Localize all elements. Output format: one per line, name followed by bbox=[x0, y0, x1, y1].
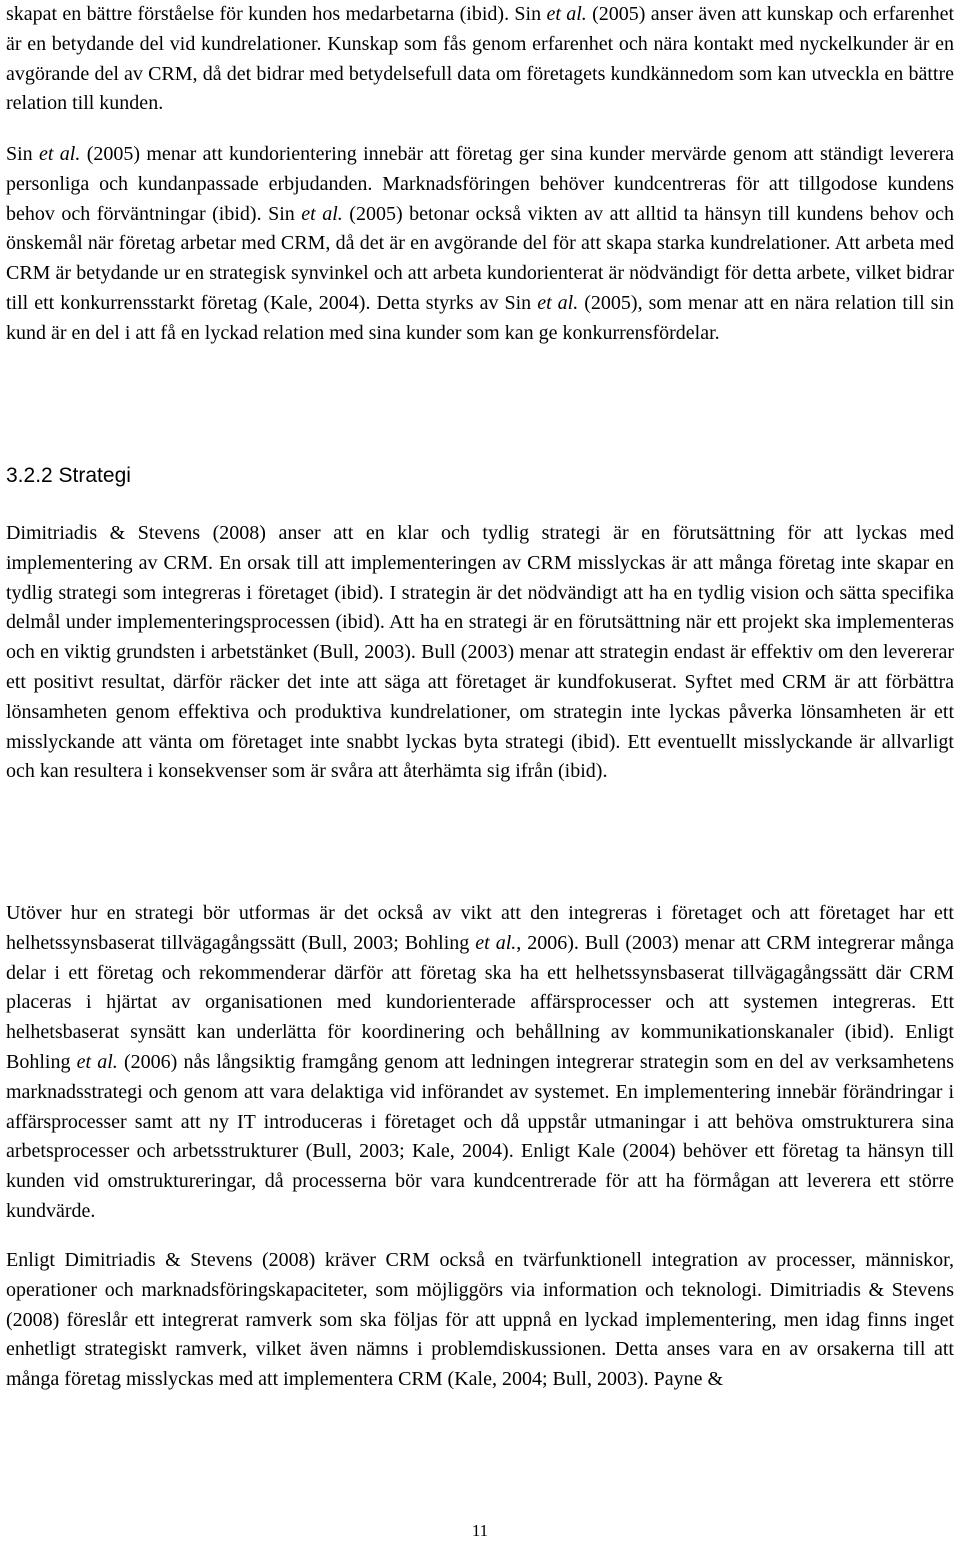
paragraph-2-text: Sin et al. (2005) menar att kundorientering innebär att företag ger sina kunder mervärde genom att ständigt leverera personliga och kundanpassade erbjudanden. Marknadsföringen behöver kundcentreras för att tillgodose kundens behov och förväntningar (ibid). Sin et al. (2005) betonar också vikten av att alltid ta hänsyn till kundens behov och önskemål när företag arbetar med CRM, då det är en avgörande del för att skapa starka kundrelationer. Att arbeta med CRM är betydande ur en strategisk synvinkel och att arbeta kundorienterat är nödvändigt för detta arbete, vilket bidrar till ett konkurrensstarkt företag (Kale, 2004). Detta styrks av Sin et al. (2005), som menar att en nära relation till sin kund är en del i att få en lyckad relation med sina kunder som kan ge konkurrensfördelar. bbox=[6, 143, 955, 344]
page-number: 11 bbox=[471, 1521, 489, 1540]
et-al-italic: et al. bbox=[39, 143, 81, 165]
paragraph-3-text: Dimitriadis & Stevens (2008) anser att en klar och tydlig strategi är en förutsättning för att lyckas med implementering av CRM. En orsak till att implementeringen av CRM misslyckas är att många företag inte skapar en tydlig strategi som integreras i företaget (ibid). I strategin är det nödvändigt att ha en tydlig vision och sätta specifika delmål under implementeringsprocessen (ibid). Att ha en strategi är en förutsättning när ett projekt ska implementeras och en viktig grundsten i arbetstänket (Bull, 2003). Bull (2003) menar att strategin endast är effektiv om den levererar ett positivt resultat, därför räcker det inte att säga att företaget är kundfokuserat. Syftet med CRM är att förbättra lönsamheten genom effektiva och produktiva kundrelationer, om strategin inte lyckas påverka lönsamheten är ett misslyckande att vänta om företaget inte snabbt lyckas byta strategi (ibid). Ett eventuellt misslyckande är allvarligt och kan resultera i konsekvenser som är svåra att återhämta sig ifrån (ibid). bbox=[6, 522, 954, 783]
paragraph-1 bbox=[6, 0, 954, 119]
et-al-italic: et al. bbox=[537, 291, 579, 314]
et-al-italic: et al. bbox=[76, 1050, 118, 1073]
paragraph-5-text: Enligt Dimitriadis & Stevens (2008) kräver CRM också en tvärfunktionell integration av processer, människor, operationer och marknadsföringskapaciteter, som möjliggörs via information och teknologi. Dimitriadis & Stevens (2008) föreslår ett integrerat ramverk som ska följas för att uppnå en lyckad implementering, men idag finns inget enhetligt strategiskt ramverk, vilket även nämns i problemdiskussionen. Detta anses vara en av orsakerna till att många företag misslyckas med att implementera CRM (Kale, 2004; Bull, 2003). Payne & bbox=[6, 1249, 954, 1391]
paragraph-5 bbox=[6, 1246, 954, 1395]
et-al-italic: et al. bbox=[475, 931, 517, 954]
paragraph-3 bbox=[6, 519, 954, 787]
paragraph-4 bbox=[6, 899, 954, 1227]
paragraph-1-text: skapat en bättre förståelse för kunden hos medarbetarna (ibid). Sin et al. (2005) anser även att kunskap och erfarenhet är en betydande del vid kundrelationer. Kunskap som fås genom erfarenhet och nära kontakt med nyckelkunder är en avgörande del av CRM, då det bidrar med betydelsefull data om företagets kundkännedom som kan utveckla en bättre relation till kunden. bbox=[6, 3, 955, 115]
section-heading: 3.2.2 Strategi bbox=[6, 464, 131, 487]
et-al-italic: et al. bbox=[546, 3, 587, 25]
paragraph-4-text: Utöver hur en strategi bör utformas är det också av vikt att den integreras i företaget och att företaget har ett helhetssynsbaserat tillvägagångssätt (Bull, 2003; Bohling et al., 2006). Bull (2003) menar att CRM integrerar många delar i ett företag och rekommenderar därför att företag ska ha ett helhetssynsbaserat tillvägagångssätt där CRM placeras i hjärtat av organisationen med kundorienterade affärsprocesser och att systemen integreras. Ett helhetsbaserat synsätt kan underlätta för koordinering och behållning av kommunikationskanaler (ibid). Enligt Bohling et al. (2006) nås långsiktig framgång genom att ledningen integrerar strategin som en del av verksamhetens marknadsstrategi och genom att vara delaktiga vid införandet av systemet. En implementering innebär förändringar i affärsprocesser samt att ny IT introduceras i företaget och då uppstår utmaningar i att behöva omstrukturera sina arbetsprocesser och arbetsstrukturer (Bull, 2003; Kale, 2004). Enligt Kale (2004) behöver ett företag ta hänsyn till kunden vid omstruktureringar, då processerna bör vara kundcentrerade för att ha förmågan att leverera ett större kundvärde. bbox=[6, 902, 955, 1222]
et-al-italic: et al. bbox=[301, 202, 343, 225]
paragraph-2 bbox=[6, 140, 954, 349]
